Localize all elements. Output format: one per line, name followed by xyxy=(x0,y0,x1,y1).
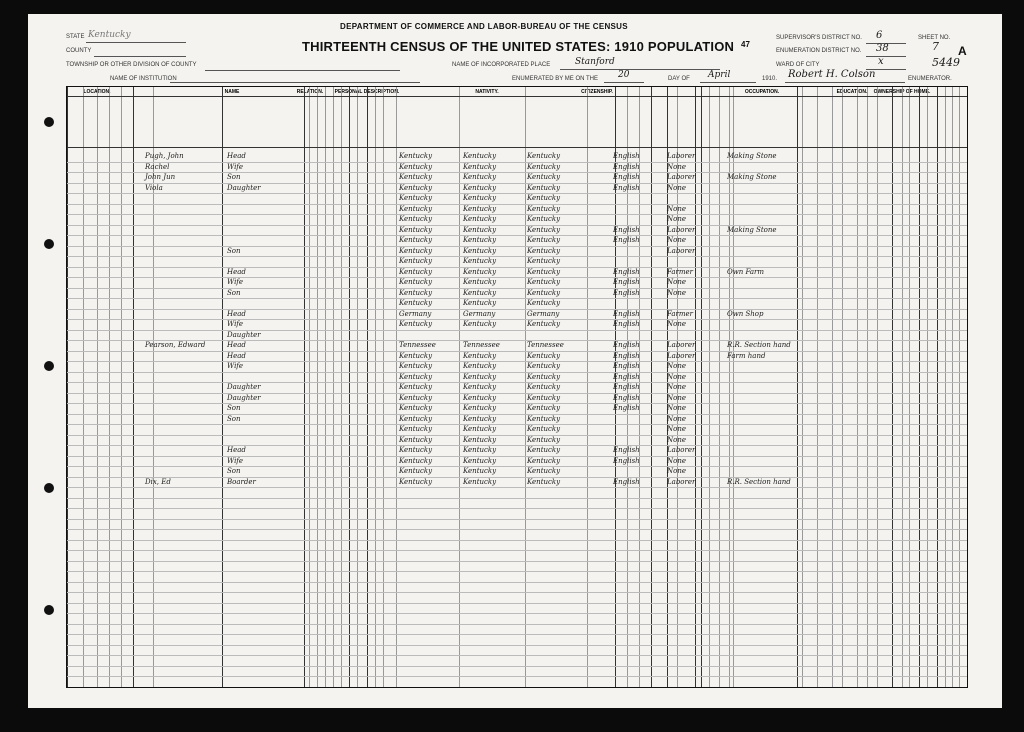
relation-cell: Son xyxy=(227,288,241,297)
mother-birthplace-cell: Kentucky xyxy=(527,414,561,423)
column-group: LOCATION. xyxy=(83,89,111,95)
occupation-cell: None xyxy=(667,162,686,171)
occupation-cell: Laborer xyxy=(667,225,696,234)
birthplace-cell: Kentucky xyxy=(399,446,433,454)
occupation-cell: Farmer xyxy=(667,267,694,276)
father-birthplace-cell: Kentucky xyxy=(463,446,497,454)
relation-cell: Son xyxy=(227,467,241,475)
father-birthplace-cell: Germany xyxy=(463,309,496,318)
father-birthplace-cell: Kentucky xyxy=(463,404,497,412)
father-birthplace-cell: Kentucky xyxy=(463,173,497,181)
relation-cell: Head xyxy=(227,267,246,276)
language-cell: English xyxy=(613,278,640,286)
sheet-suffix: A xyxy=(958,44,967,58)
industry-cell: Making Stone xyxy=(727,152,777,160)
father-birthplace-cell: Tennessee xyxy=(463,341,500,349)
mother-birthplace-cell: Kentucky xyxy=(527,467,561,475)
birthplace-cell: Germany xyxy=(399,309,432,318)
relation-cell: Wife xyxy=(227,278,244,286)
birthplace-cell: Kentucky xyxy=(399,246,433,255)
occupation-cell: Laborer xyxy=(667,173,696,181)
mother-birthplace-cell: Kentucky xyxy=(527,446,561,454)
relation-cell: Head xyxy=(227,152,246,160)
mother-birthplace-cell: Tennessee xyxy=(527,341,564,349)
occupation-cell: None xyxy=(667,393,686,402)
person-name: Dix, Ed xyxy=(145,477,171,486)
relation-cell: Daughter xyxy=(227,183,261,192)
language-cell: English xyxy=(613,225,640,234)
birthplace-cell: Kentucky xyxy=(399,267,433,276)
language-cell: English xyxy=(613,446,640,454)
person-name: John Jun xyxy=(145,173,176,181)
mother-birthplace-cell: Kentucky xyxy=(527,257,561,265)
language-cell: English xyxy=(613,183,640,192)
occupation-cell: None xyxy=(667,383,686,391)
township-label: TOWNSHIP OR OTHER DIVISION OF COUNTY xyxy=(66,62,197,68)
relation-cell: Boarder xyxy=(227,477,256,486)
occupation-cell: None xyxy=(667,414,686,423)
relation-cell: Wife xyxy=(227,320,244,328)
mother-birthplace-cell: Kentucky xyxy=(527,152,561,160)
occupation-cell: Laborer xyxy=(667,246,696,255)
father-birthplace-cell: Kentucky xyxy=(463,362,497,370)
column-group: NAME xyxy=(224,89,240,95)
page-number: 47 xyxy=(741,40,750,49)
occupation-cell: None xyxy=(667,236,686,244)
mother-birthplace-cell: Kentucky xyxy=(527,404,561,412)
language-cell: English xyxy=(613,309,640,318)
county-label: COUNTY xyxy=(66,48,92,54)
mother-birthplace-cell: Kentucky xyxy=(527,204,561,213)
mother-birthplace-cell: Kentucky xyxy=(527,173,561,181)
enumeration-value: 38 xyxy=(876,43,889,54)
occupation-cell: Laborer xyxy=(667,351,696,360)
relation-cell: Wife xyxy=(227,162,244,171)
supervisor-value: 6 xyxy=(876,30,883,41)
occupation-cell: Farmer xyxy=(667,309,694,318)
mother-birthplace-cell: Kentucky xyxy=(527,456,561,465)
birthplace-cell: Kentucky xyxy=(399,362,433,370)
supervisor-label: SUPERVISOR'S DISTRICT NO. xyxy=(776,35,862,41)
father-birthplace-cell: Kentucky xyxy=(463,162,497,171)
state-label: STATE xyxy=(66,34,85,40)
mother-birthplace-cell: Kentucky xyxy=(527,194,561,202)
incorporated-label: NAME OF INCORPORATED PLACE xyxy=(452,62,551,68)
industry-cell: Making Stone xyxy=(727,173,777,181)
birthplace-cell: Kentucky xyxy=(399,236,433,244)
occupation-cell: None xyxy=(667,425,686,433)
father-birthplace-cell: Kentucky xyxy=(463,278,497,286)
mother-birthplace-cell: Kentucky xyxy=(527,299,561,307)
ward-value: x xyxy=(878,56,884,67)
father-birthplace-cell: Kentucky xyxy=(463,215,497,223)
punch-hole xyxy=(44,605,54,615)
mother-birthplace-cell: Kentucky xyxy=(527,278,561,286)
birthplace-cell: Kentucky xyxy=(399,152,433,160)
mother-birthplace-cell: Kentucky xyxy=(527,225,561,234)
language-cell: English xyxy=(613,362,640,370)
relation-cell: Head xyxy=(227,351,246,360)
industry-cell: Farm hand xyxy=(727,351,766,360)
occupation-cell: None xyxy=(667,404,686,412)
relation-cell: Son xyxy=(227,173,241,181)
language-cell: English xyxy=(613,288,640,297)
language-cell: English xyxy=(613,456,640,465)
person-name: Viola xyxy=(145,183,163,192)
column-group: EDUCATION. xyxy=(836,89,868,95)
birthplace-cell: Kentucky xyxy=(399,204,433,213)
birthplace-cell: Kentucky xyxy=(399,288,433,297)
occupation-cell: None xyxy=(667,215,686,223)
occupation-cell: None xyxy=(667,467,686,475)
mother-birthplace-cell: Kentucky xyxy=(527,215,561,223)
ward-label: WARD OF CITY xyxy=(776,62,820,68)
father-birthplace-cell: Kentucky xyxy=(463,383,497,391)
column-group: PERSONAL DESCRIPTION. xyxy=(334,89,400,95)
column-group: OCCUPATION. xyxy=(744,89,780,95)
birthplace-cell: Kentucky xyxy=(399,414,433,423)
birthplace-cell: Kentucky xyxy=(399,383,433,391)
birthplace-cell: Kentucky xyxy=(399,299,433,307)
occupation-cell: None xyxy=(667,372,686,381)
mother-birthplace-cell: Kentucky xyxy=(527,372,561,381)
birthplace-cell: Tennessee xyxy=(399,341,436,349)
industry-cell: Own Shop xyxy=(727,309,764,318)
father-birthplace-cell: Kentucky xyxy=(463,467,497,475)
column-group: NATIVITY. xyxy=(475,89,499,95)
occupation-cell: None xyxy=(667,204,686,213)
birthplace-cell: Kentucky xyxy=(399,257,433,265)
occupation-cell: Laborer xyxy=(667,152,696,160)
relation-cell: Son xyxy=(227,404,241,412)
occupation-cell: None xyxy=(667,456,686,465)
language-cell: English xyxy=(613,320,640,328)
mother-birthplace-cell: Kentucky xyxy=(527,183,561,192)
enumeration-label: ENUMERATION DISTRICT NO. xyxy=(776,48,862,54)
relation-cell: Daughter xyxy=(227,393,261,402)
mother-birthplace-cell: Kentucky xyxy=(527,351,561,360)
census-table xyxy=(66,86,968,688)
mother-birthplace-cell: Kentucky xyxy=(527,393,561,402)
occupation-cell: Laborer xyxy=(667,446,696,454)
birthplace-cell: Kentucky xyxy=(399,435,433,444)
relation-cell: Son xyxy=(227,246,241,255)
sheet-value: 7 xyxy=(932,40,939,53)
father-birthplace-cell: Kentucky xyxy=(463,267,497,276)
language-cell: English xyxy=(613,152,640,160)
mother-birthplace-cell: Kentucky xyxy=(527,162,561,171)
person-name: Pugh, John xyxy=(145,152,184,160)
punch-hole xyxy=(44,239,54,249)
mother-birthplace-cell: Kentucky xyxy=(527,383,561,391)
birthplace-cell: Kentucky xyxy=(399,183,433,192)
birthplace-cell: Kentucky xyxy=(399,194,433,202)
birthplace-cell: Kentucky xyxy=(399,477,433,486)
person-name: Rachel xyxy=(145,162,170,171)
father-birthplace-cell: Kentucky xyxy=(463,183,497,192)
birthplace-cell: Kentucky xyxy=(399,467,433,475)
incorporated-value: Stanford xyxy=(575,57,615,67)
year-label: 1910. xyxy=(762,76,778,82)
relation-cell: Head xyxy=(227,309,246,318)
language-cell: English xyxy=(613,404,640,412)
relation-cell: Daughter xyxy=(227,383,261,391)
relation-cell: Daughter xyxy=(227,330,261,339)
industry-cell: Own Farm xyxy=(727,267,765,276)
father-birthplace-cell: Kentucky xyxy=(463,152,497,160)
punch-hole xyxy=(44,117,54,127)
stamp-number: 5449 xyxy=(932,56,960,69)
birthplace-cell: Kentucky xyxy=(399,173,433,181)
birthplace-cell: Kentucky xyxy=(399,162,433,171)
mother-birthplace-cell: Kentucky xyxy=(527,435,561,444)
punch-hole xyxy=(44,361,54,371)
enumerator-label: ENUMERATOR. xyxy=(908,76,952,82)
enumerator-name: Robert H. Colson xyxy=(788,69,876,80)
father-birthplace-cell: Kentucky xyxy=(463,288,497,297)
mother-birthplace-cell: Kentucky xyxy=(527,477,561,486)
column-group: OWNERSHIP OF HOME. xyxy=(873,89,931,95)
institution-label: NAME OF INSTITUTION xyxy=(110,76,177,82)
language-cell: English xyxy=(613,393,640,402)
enumerated-label: ENUMERATED BY ME ON THE xyxy=(512,76,599,82)
father-birthplace-cell: Kentucky xyxy=(463,351,497,360)
month-value: April xyxy=(708,70,731,80)
column-group: RELATION. xyxy=(296,89,324,95)
mother-birthplace-cell: Kentucky xyxy=(527,320,561,328)
birthplace-cell: Kentucky xyxy=(399,425,433,433)
industry-cell: R.R. Section hand xyxy=(727,341,791,349)
relation-cell: Son xyxy=(227,414,241,423)
language-cell: English xyxy=(613,162,640,171)
relation-cell: Wife xyxy=(227,456,244,465)
father-birthplace-cell: Kentucky xyxy=(463,246,497,255)
birthplace-cell: Kentucky xyxy=(399,456,433,465)
enumerated-day: 20 xyxy=(618,70,630,80)
occupation-cell: None xyxy=(667,320,686,328)
language-cell: English xyxy=(613,341,640,349)
birthplace-cell: Kentucky xyxy=(399,372,433,381)
father-birthplace-cell: Kentucky xyxy=(463,204,497,213)
relation-cell: Head xyxy=(227,446,246,454)
father-birthplace-cell: Kentucky xyxy=(463,477,497,486)
language-cell: English xyxy=(613,351,640,360)
father-birthplace-cell: Kentucky xyxy=(463,435,497,444)
mother-birthplace-cell: Germany xyxy=(527,309,560,318)
father-birthplace-cell: Kentucky xyxy=(463,299,497,307)
occupation-cell: None xyxy=(667,362,686,370)
department-heading: DEPARTMENT OF COMMERCE AND LABOR-BUREAU OF THE CENSUS xyxy=(340,22,628,31)
father-birthplace-cell: Kentucky xyxy=(463,320,497,328)
occupation-cell: Laborer xyxy=(667,341,696,349)
birthplace-cell: Kentucky xyxy=(399,225,433,234)
relation-cell: Head xyxy=(227,341,246,349)
father-birthplace-cell: Kentucky xyxy=(463,414,497,423)
industry-cell: Making Stone xyxy=(727,225,777,234)
day-of-label: DAY OF xyxy=(668,76,690,82)
language-cell: English xyxy=(613,267,640,276)
relation-cell: Wife xyxy=(227,362,244,370)
occupation-cell: None xyxy=(667,435,686,444)
occupation-cell: None xyxy=(667,183,686,192)
birthplace-cell: Kentucky xyxy=(399,320,433,328)
language-cell: English xyxy=(613,372,640,381)
census-title: THIRTEENTH CENSUS OF THE UNITED STATES: 1910 POPULATION xyxy=(302,39,735,54)
father-birthplace-cell: Kentucky xyxy=(463,456,497,465)
father-birthplace-cell: Kentucky xyxy=(463,194,497,202)
language-cell: English xyxy=(613,383,640,391)
father-birthplace-cell: Kentucky xyxy=(463,372,497,381)
father-birthplace-cell: Kentucky xyxy=(463,225,497,234)
person-name: Pearson, Edward xyxy=(145,341,206,349)
punch-hole xyxy=(44,483,54,493)
father-birthplace-cell: Kentucky xyxy=(463,236,497,244)
birthplace-cell: Kentucky xyxy=(399,351,433,360)
birthplace-cell: Kentucky xyxy=(399,215,433,223)
mother-birthplace-cell: Kentucky xyxy=(527,267,561,276)
column-group: CITIZENSHIP. xyxy=(581,89,613,95)
occupation-cell: None xyxy=(667,278,686,286)
mother-birthplace-cell: Kentucky xyxy=(527,362,561,370)
birthplace-cell: Kentucky xyxy=(399,278,433,286)
mother-birthplace-cell: Kentucky xyxy=(527,288,561,297)
language-cell: English xyxy=(613,477,640,486)
birthplace-cell: Kentucky xyxy=(399,404,433,412)
father-birthplace-cell: Kentucky xyxy=(463,393,497,402)
occupation-cell: Laborer xyxy=(667,477,696,486)
state-value: Kentucky xyxy=(88,30,131,40)
occupation-cell: None xyxy=(667,288,686,297)
father-birthplace-cell: Kentucky xyxy=(463,257,497,265)
language-cell: English xyxy=(613,173,640,181)
industry-cell: R.R. Section hand xyxy=(727,477,791,486)
language-cell: English xyxy=(613,236,640,244)
mother-birthplace-cell: Kentucky xyxy=(527,246,561,255)
sheet-label: SHEET NO. xyxy=(918,35,951,41)
mother-birthplace-cell: Kentucky xyxy=(527,425,561,433)
birthplace-cell: Kentucky xyxy=(399,393,433,402)
father-birthplace-cell: Kentucky xyxy=(463,425,497,433)
mother-birthplace-cell: Kentucky xyxy=(527,236,561,244)
